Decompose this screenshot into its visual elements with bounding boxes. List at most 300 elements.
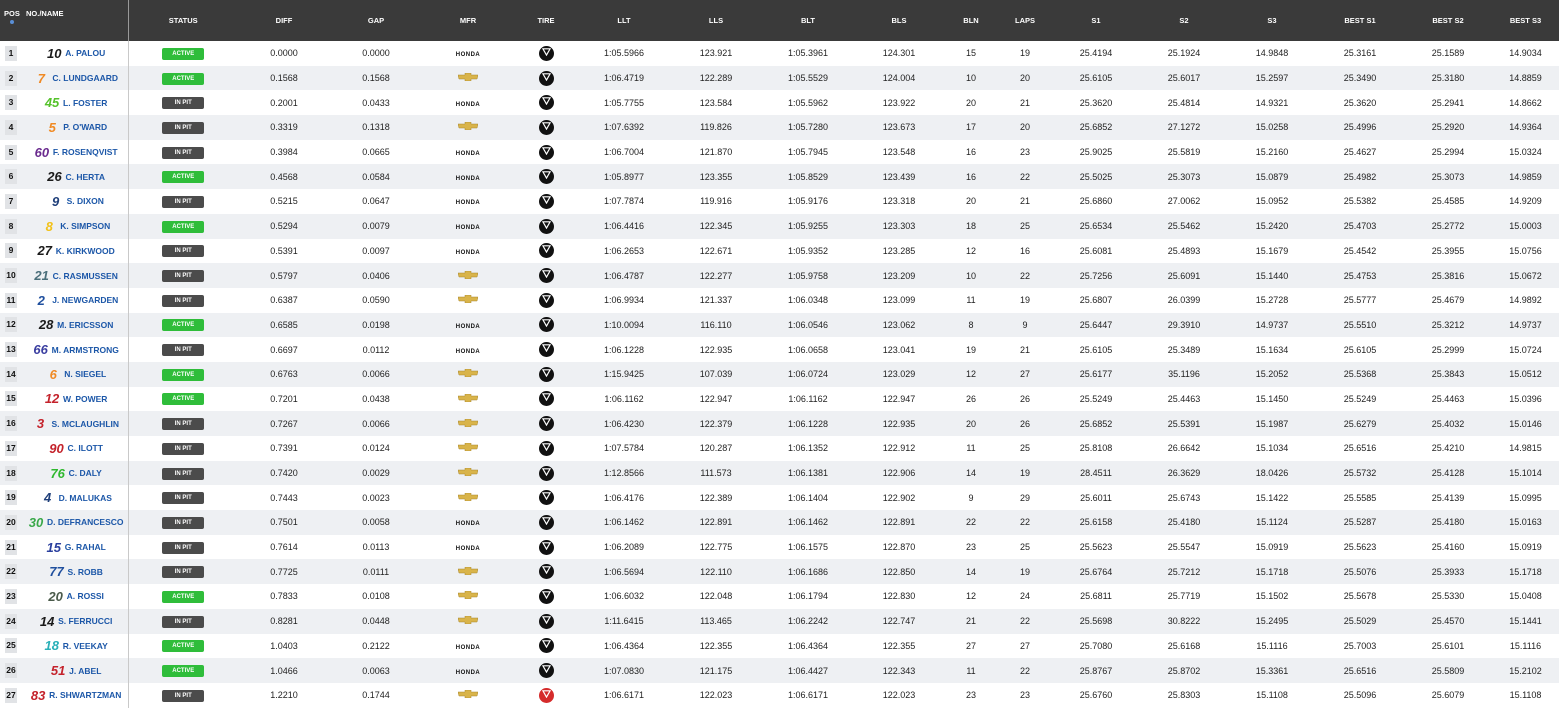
table-row[interactable] — [0, 658, 1559, 683]
header-laps[interactable]: LAPS — [998, 0, 1052, 41]
driver-name-link[interactable]: D. DEFRANCESCO — [46, 517, 124, 528]
s3-cell: 15.2160 — [1255, 147, 1289, 158]
diff-cell: 0.5294 — [270, 221, 298, 232]
blt-cell: 1:05.8529 — [787, 171, 829, 182]
status-badge: ACTIVE — [162, 640, 204, 652]
bln-cell: 20 — [965, 418, 976, 429]
position: 8 — [5, 219, 17, 234]
mfr-cell — [422, 584, 514, 609]
header-llt[interactable]: LLT — [578, 0, 670, 41]
bln-cell: 8 — [968, 319, 974, 330]
lls-cell: 122.891 — [699, 517, 733, 528]
position: 19 — [5, 490, 17, 505]
driver-name-link[interactable]: R. SHWARTZMAN — [49, 690, 122, 701]
s3-cell: 15.0919 — [1255, 542, 1289, 553]
driver-cell[interactable] — [22, 337, 128, 362]
best-s1-cell: 25.3161 — [1343, 48, 1377, 59]
s3-cell: 15.0258 — [1255, 122, 1289, 133]
table-row[interactable] — [0, 634, 1559, 659]
best-s3-cell: 15.0003 — [1509, 221, 1542, 232]
mfr-cell — [422, 436, 514, 461]
status-badge: ACTIVE — [162, 665, 204, 677]
laps-cell: 22 — [1019, 171, 1030, 182]
blt-cell: 1:06.0546 — [787, 319, 829, 330]
driver-name-link[interactable]: N. SIEGEL — [64, 369, 107, 380]
status-cell — [128, 362, 238, 387]
gap-cell: 0.0029 — [362, 468, 390, 479]
bln-cell: 14 — [965, 566, 976, 577]
bln-cell: 19 — [965, 344, 976, 355]
driver-name-link[interactable]: K. SIMPSON — [60, 221, 111, 232]
car-number: 76 — [50, 465, 65, 481]
tire-icon — [539, 466, 554, 481]
driver-cell[interactable] — [22, 658, 128, 683]
status-cell — [128, 436, 238, 461]
s1-cell: 25.6760 — [1079, 690, 1113, 701]
table-row[interactable] — [0, 362, 1559, 387]
car-number: 45 — [44, 95, 60, 111]
llt-cell: 1:06.1162 — [604, 393, 644, 404]
position: 1 — [5, 46, 17, 61]
driver-cell[interactable] — [22, 510, 128, 535]
bln-cell: 20 — [965, 97, 976, 108]
driver-cell[interactable] — [22, 239, 128, 264]
tire-icon — [539, 219, 554, 234]
lls-cell: 122.110 — [700, 566, 732, 577]
table-row[interactable] — [0, 239, 1559, 264]
llt-cell: 1:07.6392 — [603, 122, 645, 133]
gap-cell: 0.1744 — [362, 690, 390, 701]
driver-cell[interactable] — [22, 288, 128, 313]
status-cell — [128, 535, 238, 560]
position: 5 — [5, 145, 17, 160]
driver-name-link[interactable]: P. O'WARD — [63, 122, 108, 133]
chevrolet-bowtie-icon — [458, 468, 478, 478]
driver-name-link[interactable]: K. KIRKWOOD — [55, 245, 115, 256]
best-s2-cell: 25.4210 — [1431, 443, 1465, 454]
status-badge: IN PIT — [162, 468, 204, 480]
laps-cell: 22 — [1019, 270, 1030, 281]
driver-name-link[interactable]: D. MALUKAS — [58, 492, 112, 503]
position-cell — [0, 239, 22, 264]
driver-cell[interactable] — [22, 164, 128, 189]
driver-cell[interactable] — [22, 411, 128, 436]
driver-cell[interactable] — [22, 584, 128, 609]
status-badge: ACTIVE — [162, 48, 204, 60]
tire-icon — [539, 391, 554, 406]
best-s1-cell: 25.6516 — [1343, 665, 1377, 676]
best-s1-cell: 25.5029 — [1343, 616, 1377, 627]
status-cell — [128, 411, 238, 436]
s1-cell: 25.6852 — [1079, 122, 1113, 133]
header-s3[interactable]: S3 — [1228, 0, 1316, 41]
bls-cell: 122.355 — [882, 640, 916, 651]
llt-cell: 1:06.4416 — [603, 221, 645, 232]
bls-cell: 123.029 — [882, 369, 916, 380]
table-row[interactable] — [0, 510, 1559, 535]
best-s1-cell: 25.5249 — [1343, 393, 1377, 404]
table-row[interactable] — [0, 66, 1559, 91]
bln-cell: 10 — [965, 270, 976, 281]
driver-name-link[interactable]: M. ARMSTRONG — [51, 344, 119, 355]
table-row[interactable] — [0, 115, 1559, 140]
car-number: 66 — [33, 342, 48, 358]
llt-cell: 1:06.1228 — [603, 344, 645, 355]
s1-cell: 25.6105 — [1079, 73, 1113, 84]
driver-cell[interactable] — [22, 634, 128, 659]
position-cell — [0, 362, 22, 387]
best-s2-cell: 25.4679 — [1431, 295, 1465, 306]
bls-cell: 123.303 — [882, 221, 916, 232]
laps-cell: 26 — [1019, 418, 1030, 429]
gap-cell: 0.0111 — [362, 566, 390, 577]
status-badge: IN PIT — [162, 443, 204, 455]
driver-cell[interactable] — [22, 263, 128, 288]
driver-cell[interactable] — [22, 387, 128, 412]
driver-name-link[interactable]: J. NEWGARDEN — [52, 295, 119, 306]
gap-cell: 0.0433 — [362, 97, 390, 108]
bls-cell: 123.285 — [882, 245, 916, 256]
tire-icon — [539, 342, 554, 357]
laps-cell: 9 — [1022, 319, 1028, 330]
gap-cell: 0.0058 — [362, 517, 390, 528]
header-pos[interactable]: POS — [0, 0, 22, 41]
header-s1[interactable]: S1 — [1052, 0, 1140, 41]
driver-name-link[interactable]: C. RASMUSSEN — [52, 270, 118, 281]
driver-name-link[interactable]: A. PALOU — [65, 48, 106, 59]
blt-cell: 1:05.9255 — [787, 221, 829, 232]
bls-cell: 122.935 — [882, 418, 916, 429]
header-tire[interactable]: TIRE — [514, 0, 578, 41]
status-badge: IN PIT — [162, 295, 204, 307]
driver-cell[interactable] — [22, 683, 128, 708]
driver-cell[interactable] — [22, 609, 128, 634]
diff-cell: 0.7833 — [270, 591, 298, 602]
driver-name-link[interactable]: C. LUNDGAARD — [52, 73, 119, 84]
header-bls[interactable]: BLS — [854, 0, 944, 41]
chevrolet-bowtie-icon — [458, 493, 478, 503]
gap-cell: 0.0406 — [362, 270, 390, 281]
s3-cell: 15.1108 — [1256, 690, 1288, 701]
best-s2-cell: 25.2999 — [1431, 344, 1465, 355]
header-diff[interactable]: DIFF — [238, 0, 330, 41]
best-s1-cell: 25.6105 — [1343, 344, 1377, 355]
diff-cell: 0.7501 — [270, 517, 298, 528]
table-row[interactable] — [0, 387, 1559, 412]
driver-name-link[interactable]: R. VEEKAY — [62, 640, 108, 651]
bls-cell: 122.947 — [882, 393, 916, 404]
tire-icon — [539, 120, 554, 135]
best-s2-cell: 25.3843 — [1431, 369, 1465, 380]
honda-logo: HONDA — [455, 249, 481, 256]
chevrolet-bowtie-icon — [458, 591, 478, 601]
lls-cell: 119.826 — [700, 122, 732, 133]
lls-cell: 123.584 — [699, 97, 733, 108]
mfr-cell — [422, 313, 514, 338]
s1-cell: 25.8108 — [1079, 443, 1113, 454]
diff-cell: 0.3319 — [270, 122, 298, 133]
s2-cell: 25.6091 — [1167, 270, 1201, 281]
header-status[interactable]: STATUS — [128, 0, 238, 41]
honda-logo: HONDA — [455, 348, 481, 355]
status-cell — [128, 337, 238, 362]
best-s3-cell: 15.0672 — [1509, 270, 1542, 281]
driver-name-link[interactable]: S. MCLAUGHLIN — [51, 418, 120, 429]
driver-name-link[interactable]: S. DIXON — [66, 196, 104, 207]
laps-cell: 26 — [1019, 393, 1030, 404]
tire-icon — [539, 564, 554, 579]
chevrolet-bowtie-icon — [458, 295, 478, 305]
blt-cell: 1:06.1794 — [787, 591, 829, 602]
bln-cell: 27 — [965, 640, 976, 651]
diff-cell: 0.0000 — [270, 48, 298, 59]
table-row[interactable] — [0, 485, 1559, 510]
driver-name-link[interactable]: L. FOSTER — [63, 97, 108, 108]
llt-cell: 1:06.4719 — [603, 73, 645, 84]
bln-cell: 9 — [968, 492, 974, 503]
position: 6 — [5, 169, 17, 184]
lls-cell: 123.355 — [699, 171, 733, 182]
header-name[interactable]: NO./NAME — [22, 0, 128, 41]
diff-cell: 0.7201 — [270, 393, 298, 404]
position: 2 — [5, 71, 17, 86]
driver-name-link[interactable]: F. ROSENQVIST — [52, 147, 118, 158]
driver-name-link[interactable]: M. ERICSSON — [57, 319, 114, 330]
header-mfr[interactable]: MFR — [422, 0, 514, 41]
chevrolet-bowtie-icon — [458, 271, 478, 281]
chevrolet-bowtie-icon — [458, 616, 478, 626]
status-cell — [128, 510, 238, 535]
driver-name-link[interactable]: S. FERRUCCI — [58, 616, 113, 627]
car-number: 60 — [34, 144, 50, 160]
best-s3-cell: 15.0756 — [1509, 245, 1542, 256]
tire-icon — [539, 663, 554, 678]
driver-name-link[interactable]: C. DALY — [68, 468, 102, 479]
laps-cell: 21 — [1019, 196, 1030, 207]
s3-cell: 15.3361 — [1255, 665, 1289, 676]
best-s1-cell: 25.7003 — [1343, 640, 1377, 651]
position-cell — [0, 41, 22, 66]
driver-cell[interactable] — [22, 90, 128, 115]
best-s3-cell: 15.0324 — [1509, 147, 1542, 158]
bln-cell: 11 — [966, 295, 976, 306]
driver-cell[interactable] — [22, 559, 128, 584]
table-row[interactable] — [0, 411, 1559, 436]
diff-cell: 0.5215 — [270, 196, 298, 207]
bls-cell: 123.318 — [882, 196, 916, 207]
table-row[interactable] — [0, 90, 1559, 115]
driver-name-link[interactable]: A. ROSSI — [66, 591, 104, 602]
driver-cell[interactable] — [22, 313, 128, 338]
driver-cell[interactable] — [22, 41, 128, 66]
driver-cell[interactable] — [22, 115, 128, 140]
driver-cell[interactable] — [22, 485, 128, 510]
mfr-cell — [422, 214, 514, 239]
s1-cell: 25.5249 — [1079, 393, 1113, 404]
header-blt[interactable]: BLT — [762, 0, 854, 41]
tire-icon — [539, 638, 554, 653]
car-number: 27 — [37, 243, 52, 259]
chevrolet-bowtie-icon — [458, 419, 478, 429]
honda-logo: HONDA — [455, 175, 481, 182]
position-cell — [0, 189, 22, 214]
s1-cell: 25.6011 — [1080, 492, 1112, 503]
s2-cell: 25.3073 — [1167, 171, 1201, 182]
position-cell — [0, 634, 22, 659]
driver-cell[interactable] — [22, 436, 128, 461]
table-row[interactable] — [0, 164, 1559, 189]
table-row[interactable] — [0, 140, 1559, 165]
best-s2-cell: 25.3955 — [1431, 245, 1465, 256]
gap-cell: 0.2122 — [362, 640, 390, 651]
table-row[interactable] — [0, 436, 1559, 461]
gap-cell: 0.0079 — [362, 221, 390, 232]
table-row[interactable] — [0, 337, 1559, 362]
blt-cell: 1:06.1352 — [787, 443, 829, 454]
tire-cell — [514, 66, 578, 91]
s2-cell: 25.4180 — [1167, 517, 1201, 528]
llt-cell: 1:06.4364 — [603, 640, 645, 651]
diff-cell: 1.0403 — [270, 640, 298, 651]
tire-cell — [514, 485, 578, 510]
blt-cell: 1:06.1228 — [787, 418, 829, 429]
status-cell — [128, 214, 238, 239]
driver-cell[interactable] — [22, 140, 128, 165]
lls-cell: 122.775 — [699, 542, 733, 553]
position-cell — [0, 214, 22, 239]
mfr-cell — [422, 288, 514, 313]
car-number: 20 — [48, 588, 63, 604]
honda-logo: HONDA — [455, 52, 481, 59]
car-number: 77 — [49, 564, 64, 580]
header-best-s3[interactable]: BEST S3 — [1492, 0, 1559, 41]
bln-cell: 26 — [965, 393, 976, 404]
tire-cell — [514, 239, 578, 264]
best-s1-cell: 25.5287 — [1343, 517, 1377, 528]
laps-cell: 25 — [1019, 443, 1030, 454]
best-s3-cell: 14.9364 — [1509, 122, 1542, 133]
tire-cell — [514, 313, 578, 338]
table-row[interactable] — [0, 683, 1559, 708]
table-row[interactable] — [0, 535, 1559, 560]
table-row[interactable] — [0, 313, 1559, 338]
best-s1-cell: 25.5096 — [1343, 690, 1377, 701]
header-lls[interactable]: LLS — [670, 0, 762, 41]
position: 16 — [5, 416, 17, 431]
blt-cell: 1:06.1404 — [787, 492, 829, 503]
best-s3-cell: 14.9815 — [1509, 443, 1542, 454]
s3-cell: 14.9737 — [1255, 319, 1289, 330]
table-row[interactable] — [0, 41, 1559, 66]
s2-cell: 35.1196 — [1168, 369, 1200, 380]
position: 26 — [5, 663, 17, 678]
driver-cell[interactable] — [22, 461, 128, 486]
laps-cell: 19 — [1019, 48, 1030, 59]
driver-name-link[interactable]: C. ILOTT — [67, 443, 103, 454]
best-s1-cell: 25.3490 — [1343, 73, 1377, 84]
driver-cell[interactable] — [22, 189, 128, 214]
s2-cell: 25.7719 — [1167, 591, 1201, 602]
driver-name-link[interactable]: C. HERTA — [65, 171, 105, 182]
bln-cell: 12 — [965, 369, 976, 380]
position: 21 — [5, 540, 17, 555]
bls-cell: 123.209 — [882, 270, 916, 281]
diff-cell: 0.7614 — [270, 542, 298, 553]
driver-cell[interactable] — [22, 66, 128, 91]
header-s2[interactable]: S2 — [1140, 0, 1228, 41]
table-row[interactable] — [0, 559, 1559, 584]
llt-cell: 1:06.1462 — [603, 517, 645, 528]
status-badge: IN PIT — [162, 97, 204, 109]
driver-name-link[interactable]: S. ROBB — [67, 566, 103, 577]
lls-cell: 122.023 — [699, 690, 733, 701]
header-bln[interactable]: BLN — [944, 0, 998, 41]
lls-cell: 122.379 — [699, 418, 733, 429]
status-badge: ACTIVE — [162, 591, 204, 603]
best-s2-cell: 25.3180 — [1431, 73, 1465, 84]
driver-cell[interactable] — [22, 535, 128, 560]
driver-name-link[interactable]: G. RAHAL — [64, 542, 106, 553]
mfr-cell — [422, 634, 514, 659]
table-row[interactable] — [0, 461, 1559, 486]
mfr-cell — [422, 461, 514, 486]
blt-cell: 1:06.1575 — [787, 542, 829, 553]
position-cell — [0, 313, 22, 338]
car-number: 26 — [47, 169, 62, 185]
table-row[interactable] — [0, 584, 1559, 609]
driver-name-link[interactable]: J. ABEL — [69, 665, 102, 676]
car-number: 15 — [46, 539, 61, 555]
table-row[interactable] — [0, 609, 1559, 634]
driver-cell[interactable] — [22, 362, 128, 387]
driver-name-link[interactable]: W. POWER — [63, 393, 108, 404]
best-s3-cell: 15.1014 — [1509, 468, 1542, 479]
llt-cell: 1:06.4787 — [603, 270, 645, 281]
status-badge: IN PIT — [162, 147, 204, 159]
llt-cell: 1:06.7004 — [603, 147, 645, 158]
driver-cell[interactable] — [22, 214, 128, 239]
header-gap[interactable]: GAP — [330, 0, 422, 41]
gap-cell: 0.0066 — [362, 369, 390, 380]
s2-cell: 27.1272 — [1167, 122, 1201, 133]
status-badge: ACTIVE — [162, 369, 204, 381]
tire-icon — [539, 367, 554, 382]
table-row[interactable] — [0, 189, 1559, 214]
position: 25 — [5, 638, 17, 653]
car-number: 9 — [51, 193, 60, 209]
diff-cell: 0.3984 — [270, 147, 298, 158]
s3-cell: 15.1718 — [1255, 566, 1289, 577]
bls-cell: 122.023 — [882, 690, 916, 701]
position: 20 — [5, 515, 17, 530]
status-badge: IN PIT — [162, 542, 204, 554]
laps-cell: 22 — [1019, 665, 1030, 676]
blt-cell: 1:05.9176 — [787, 196, 829, 207]
table-row[interactable] — [0, 263, 1559, 288]
status-cell — [128, 140, 238, 165]
diff-cell: 1.2210 — [270, 690, 298, 701]
s3-cell: 14.9848 — [1255, 48, 1289, 59]
lls-cell: 121.337 — [699, 295, 733, 306]
best-s2-cell: 25.5809 — [1431, 665, 1465, 676]
header-best-s1[interactable]: BEST S1 — [1316, 0, 1404, 41]
table-row[interactable] — [0, 214, 1559, 239]
best-s3-cell: 15.1108 — [1509, 690, 1542, 701]
lls-cell: 116.110 — [700, 319, 732, 330]
s1-cell: 25.8767 — [1079, 665, 1113, 676]
header-best-s2[interactable]: BEST S2 — [1404, 0, 1492, 41]
table-row[interactable] — [0, 288, 1559, 313]
